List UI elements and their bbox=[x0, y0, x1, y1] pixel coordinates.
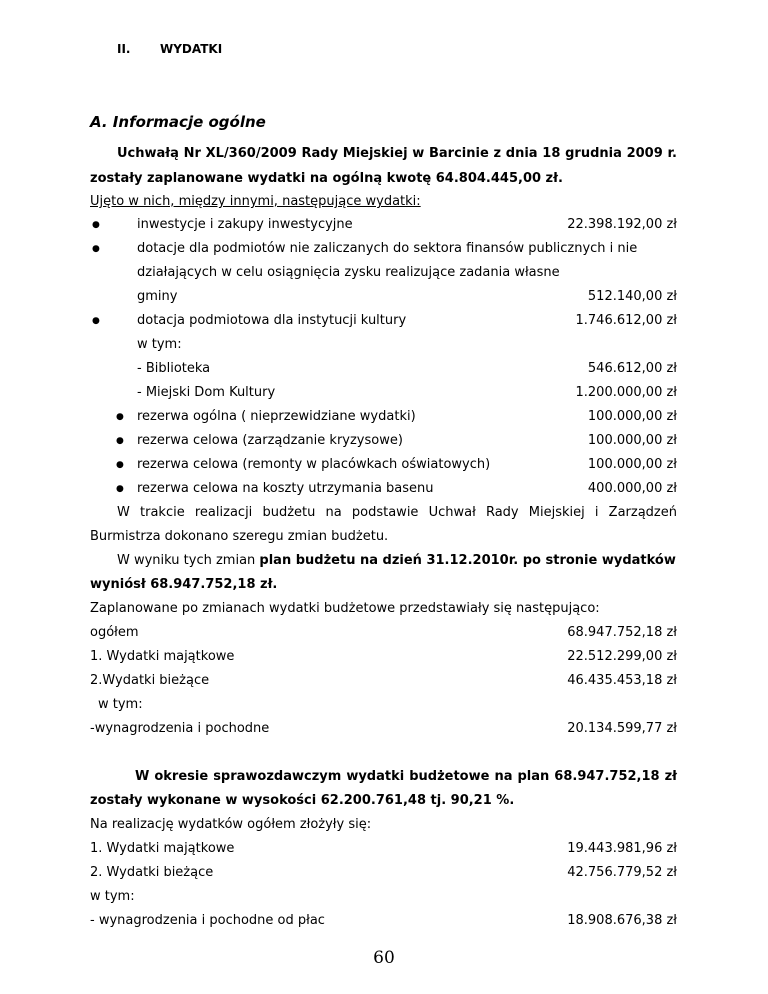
item-rezerwa-remonty-value: 100.000,00 zł bbox=[587, 457, 677, 472]
changes-line-2: Burmistrza dokonano szeregu zmian budżetu. bbox=[90, 529, 389, 544]
execution-line-2: zostały wykonane w wysokości 62.200.761,48 tj. 90,21 %. bbox=[90, 793, 515, 808]
exec-majatkowe-label: 1. Wydatki majątkowe bbox=[90, 841, 235, 856]
section-title: WYDATKI bbox=[160, 42, 223, 56]
after-wynagrodzenia-label: -wynagrodzenia i pochodne bbox=[90, 721, 270, 736]
after-changes-header: Zaplanowane po zmianach wydatki budżetowe przedstawiały się następująco: bbox=[90, 601, 600, 616]
execution-header: Na realizację wydatków ogółem złożyły się: bbox=[90, 817, 372, 832]
bullet-icon: ● bbox=[116, 412, 124, 422]
after-majatkowe-label: 1. Wydatki majątkowe bbox=[90, 649, 235, 664]
exec-biezace-label: 2. Wydatki bieżące bbox=[90, 865, 214, 880]
exec-w-tym: w tym: bbox=[90, 889, 135, 904]
item-dotacje-line-1: dotacje dla podmiotów nie zaliczanych do sektora finansów publicznych i nie bbox=[137, 241, 638, 256]
changes-line-1: W trakcie realizacji budżetu na podstawie Uchwał Rady Miejskiej i Zarządzeń bbox=[117, 505, 677, 520]
item-rezerwa-kryzys-label: rezerwa celowa (zarządzanie kryzysowe) bbox=[137, 433, 403, 448]
section-number: II. bbox=[117, 42, 131, 56]
after-majatkowe-value: 22.512.299,00 zł bbox=[567, 649, 677, 664]
after-biezace-label: 2.Wydatki bieżące bbox=[90, 673, 210, 688]
item-rezerwa-ogolna-label: rezerwa ogólna ( nieprzewidziane wydatki) bbox=[137, 409, 416, 424]
bullet-icon: ● bbox=[92, 244, 100, 254]
bullet-icon: ● bbox=[116, 460, 124, 470]
item-rezerwa-ogolna-value: 100.000,00 zł bbox=[587, 409, 677, 424]
changes-line-3-pre: W wyniku tych zmian bbox=[117, 553, 260, 568]
item-dotacje-line-2: działających w celu osiągnięcia zysku realizujące zadania własne bbox=[137, 265, 560, 280]
after-ogolem-value: 68.947.752,18 zł bbox=[567, 625, 677, 640]
bullet-icon: ● bbox=[92, 220, 100, 230]
page-number: 60 bbox=[373, 948, 395, 968]
intro-line-2: zostały zaplanowane wydatki na ogólną kwotę 64.804.445,00 zł. bbox=[90, 171, 563, 186]
subsection-title: A. Informacje ogólne bbox=[90, 113, 266, 131]
bullet-icon: ● bbox=[116, 436, 124, 446]
item-inwestycje-value: 22.398.192,00 zł bbox=[567, 217, 677, 232]
exec-majatkowe-value: 19.443.981,96 zł bbox=[567, 841, 677, 856]
item-rezerwa-basen-label: rezerwa celowa na koszty utrzymania basenu bbox=[137, 481, 434, 496]
after-wynagrodzenia-value: 20.134.599,77 zł bbox=[567, 721, 677, 736]
after-ogolem-label: ogółem bbox=[90, 625, 139, 640]
bullet-icon: ● bbox=[116, 484, 124, 494]
item-dotacje-value: 512.140,00 zł bbox=[587, 289, 677, 304]
item-biblioteka-value: 546.612,00 zł bbox=[587, 361, 677, 376]
after-biezace-value: 46.435.453,18 zł bbox=[567, 673, 677, 688]
item-dotacje-line-3: gminy bbox=[137, 289, 178, 304]
bullet-icon: ● bbox=[92, 316, 100, 326]
exec-biezace-value: 42.756.779,52 zł bbox=[567, 865, 677, 880]
exec-wynagrodzenia-value: 18.908.676,38 zł bbox=[567, 913, 677, 928]
item-mdk-label: - Miejski Dom Kultury bbox=[137, 385, 276, 400]
item-kultura-label: dotacja podmiotowa dla instytucji kultury bbox=[137, 313, 407, 328]
item-kultura-w-tym: w tym: bbox=[137, 337, 182, 352]
item-mdk-value: 1.200.000,00 zł bbox=[575, 385, 677, 400]
changes-line-3 bbox=[117, 552, 676, 570]
exec-wynagrodzenia-label: - wynagrodzenia i pochodne od płac bbox=[90, 913, 325, 928]
item-rezerwa-kryzys-value: 100.000,00 zł bbox=[587, 433, 677, 448]
execution-line-1: W okresie sprawozdawczym wydatki budżetowe na plan 68.947.752,18 zł bbox=[135, 769, 677, 784]
intro-line-3: Ujęto w nich, między innymi, następujące wydatki: bbox=[90, 194, 421, 209]
item-rezerwa-remonty-label: rezerwa celowa (remonty w placówkach oświatowych) bbox=[137, 457, 491, 472]
intro-line-1: Uchwałą Nr XL/360/2009 Rady Miejskiej w Barcinie z dnia 18 grudnia 2009 r. bbox=[117, 146, 677, 161]
item-biblioteka-label: - Biblioteka bbox=[137, 361, 211, 376]
item-rezerwa-basen-value: 400.000,00 zł bbox=[587, 481, 677, 496]
changes-line-3-bold: plan budżetu na dzień 31.12.2010r. po stronie wydatków bbox=[259, 553, 676, 568]
changes-line-4: wyniósł 68.947.752,18 zł. bbox=[90, 577, 278, 592]
after-w-tym: w tym: bbox=[98, 697, 143, 712]
item-inwestycje-label: inwestycje i zakupy inwestycyjne bbox=[137, 217, 353, 232]
item-kultura-value: 1.746.612,00 zł bbox=[575, 313, 677, 328]
